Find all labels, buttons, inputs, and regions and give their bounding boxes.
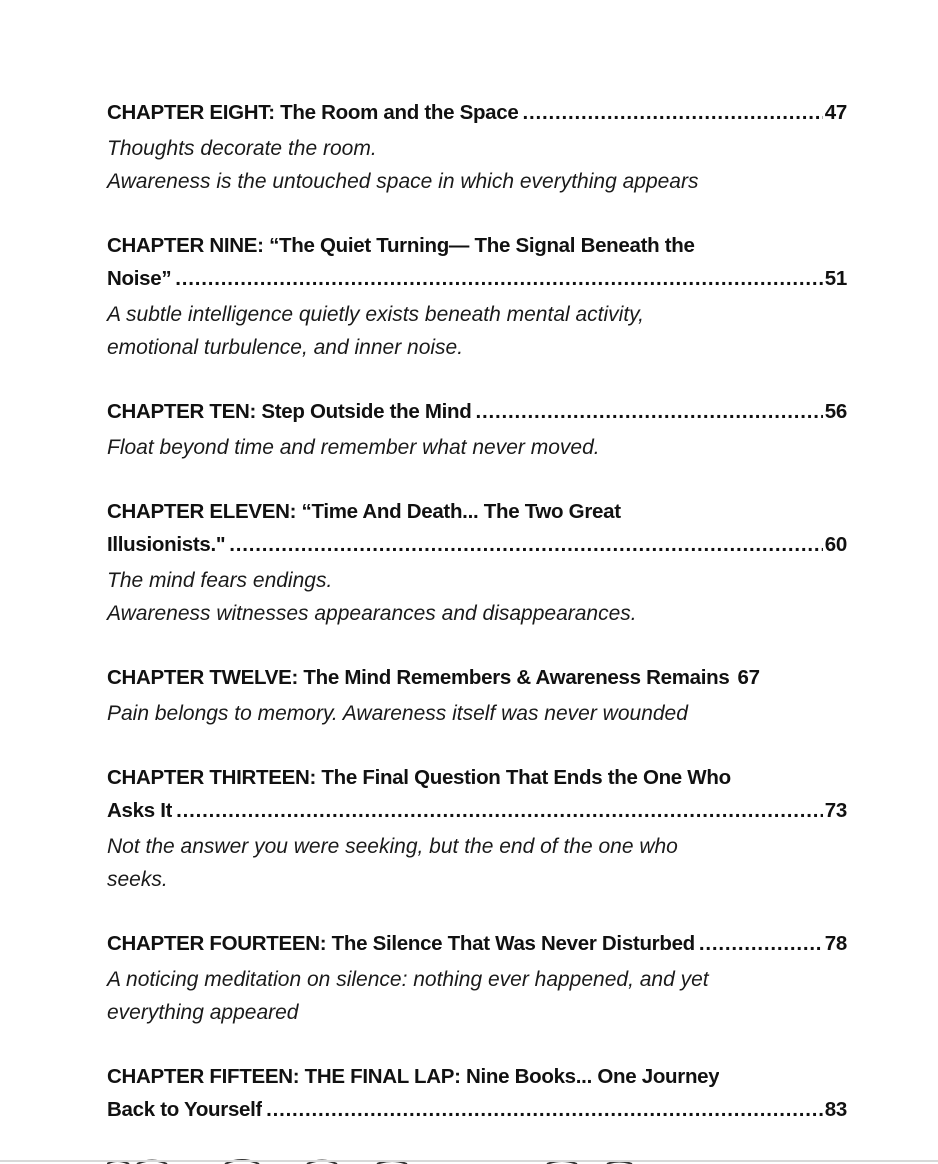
description-line: Thoughts decorate the room. — [107, 137, 377, 160]
chapter-title-continued: Illusionists." — [107, 533, 226, 556]
description-line: seeks. — [107, 868, 168, 891]
toc-entry-heading[interactable] — [107, 1060, 847, 1126]
toc-entry-chapter-eight[interactable] — [107, 96, 847, 198]
page-number: 73 — [824, 799, 847, 822]
chapter-description — [107, 697, 847, 730]
chapter-title: CHAPTER NINE: “The Quiet Turning— The Signal Beneath the — [107, 234, 695, 257]
dot-leader — [476, 395, 823, 428]
chapter-title-continued: Back to Yourself — [107, 1098, 263, 1121]
dot-leader — [176, 794, 823, 827]
toc-entry-heading[interactable] — [107, 96, 847, 129]
description-line: A subtle intelligence quietly exists beneath mental activity, — [107, 303, 644, 326]
chapter-title: CHAPTER FOURTEEN: The Silence That Was Never Disturbed — [107, 932, 695, 955]
description-line: everything appeared — [107, 1001, 299, 1024]
toc-entry-heading[interactable] — [107, 229, 847, 295]
description-line: A noticing meditation on silence: nothing ever happened, and yet — [107, 968, 709, 991]
toc-entry-chapter-thirteen[interactable] — [107, 761, 847, 896]
page-number: 47 — [824, 101, 847, 124]
dot-leader — [175, 262, 823, 295]
description-line: Awareness is the untouched space in which everything appears — [107, 170, 699, 193]
page-edge — [0, 1160, 938, 1162]
toc-entry-heading[interactable] — [107, 395, 847, 428]
toc-entry-chapter-nine[interactable] — [107, 229, 847, 364]
description-line: Awareness witnesses appearances and disappearances. — [107, 602, 637, 625]
chapter-title: CHAPTER EIGHT: The Room and the Space — [107, 101, 519, 124]
page-number: 67 — [737, 666, 760, 689]
chapter-title: CHAPTER TWELVE: The Mind Remembers & Awareness Remains — [107, 666, 730, 689]
chapter-description — [107, 830, 847, 896]
page-number: 78 — [824, 932, 847, 955]
table-of-contents — [107, 96, 847, 1157]
dot-leader — [229, 528, 823, 561]
page-number: 83 — [824, 1098, 847, 1121]
chapter-description — [107, 132, 847, 198]
chapter-title: CHAPTER FIFTEEN: THE FINAL LAP: Nine Books... One Journey — [107, 1065, 720, 1088]
toc-entry-heading[interactable] — [107, 761, 847, 827]
chapter-description — [107, 564, 847, 630]
dot-leader — [699, 927, 823, 960]
dot-leader — [266, 1093, 823, 1126]
description-line: emotional turbulence, and inner noise. — [107, 336, 464, 359]
chapter-title: CHAPTER ELEVEN: “Time And Death... The Two Great — [107, 500, 621, 523]
description-line: Pain belongs to memory. Awareness itself was never wounded — [107, 702, 688, 725]
chapter-description — [107, 431, 847, 464]
page-number: 60 — [824, 533, 847, 556]
toc-entry-chapter-fifteen[interactable] — [107, 1060, 847, 1126]
page-number: 51 — [824, 267, 847, 290]
toc-entry-heading[interactable] — [107, 661, 847, 694]
description-line: The mind fears endings. — [107, 569, 333, 592]
toc-entry-chapter-fourteen[interactable] — [107, 927, 847, 1029]
chapter-description — [107, 963, 847, 1029]
description-line: Not the answer you were seeking, but the end of the one who — [107, 835, 678, 858]
chapter-description — [107, 298, 847, 364]
toc-entry-chapter-ten[interactable] — [107, 395, 847, 464]
toc-entry-chapter-eleven[interactable] — [107, 495, 847, 630]
toc-entry-heading[interactable] — [107, 495, 847, 561]
page-number: 56 — [824, 400, 847, 423]
chapter-title: CHAPTER TEN: Step Outside the Mind — [107, 400, 472, 423]
chapter-title-continued: Noise” — [107, 267, 172, 290]
chapter-title: CHAPTER THIRTEEN: The Final Question That Ends the One Who — [107, 766, 731, 789]
description-line: Float beyond time and remember what never moved. — [107, 436, 600, 459]
chapter-title-continued: Asks It — [107, 799, 173, 822]
dot-leader — [522, 96, 822, 129]
toc-entry-chapter-twelve[interactable] — [107, 661, 847, 730]
toc-entry-heading[interactable] — [107, 927, 847, 960]
